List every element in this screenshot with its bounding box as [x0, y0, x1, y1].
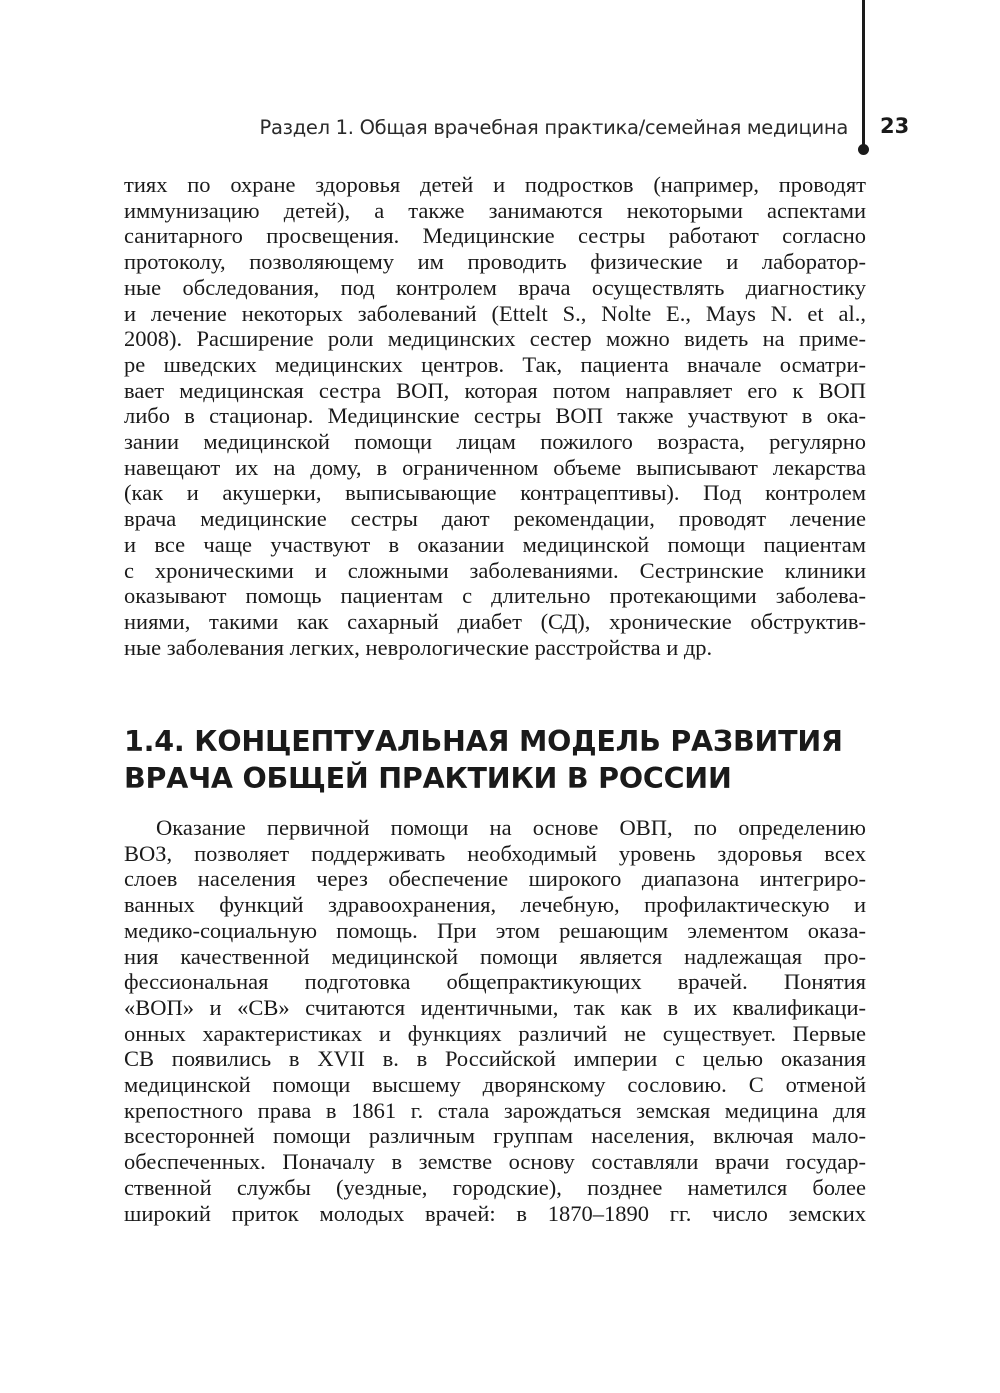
text-line: «ВОП» и «СВ» считаются идентичными, так как в их квалификаци- [124, 994, 866, 1020]
text-line: иммунизацию детей), а также занимаются некоторыми аспектами [124, 197, 866, 223]
paragraph-section-intro [124, 815, 866, 1226]
text-line: ре шведских медицинских центров. Так, пациента вначале осматри- [124, 351, 866, 377]
text-line: ния качественной медицинской помощи является надлежащая про- [124, 943, 866, 969]
text-line: врача медицинские сестры дают рекомендации, проводят лечение [124, 506, 866, 532]
text-line: ные заболевания легких, неврологические расстройства и др. [124, 634, 713, 660]
text-line: ные обследования, под контролем врача осуществлять диагностику [124, 274, 866, 300]
text-line: крепостного права в 1861 г. стала зарождаться земская медицина для [124, 1097, 866, 1123]
text-line: медицинской помощи высшему дворянскому сословию. С отменой [124, 1072, 866, 1098]
text-line: обеспеченных. Поначалу в земстве основу составляли врачи государ- [124, 1149, 866, 1175]
text-line: зании медицинской помощи лицам пожилого возраста, регулярно [124, 429, 866, 455]
running-header-title: Раздел 1. Общая врачебная практика/семейная медицина [259, 116, 848, 139]
text-line: медико-социальную помощь. При этом решающим элементом оказа- [124, 917, 866, 943]
text-line: навещают их на дому, в ограниченном объеме выписывают лекарства [124, 454, 866, 480]
text-line: тиях по охране здоровья детей и подростков (например, проводят [124, 172, 866, 197]
text-line: всесторонней помощи различным группам населения, включая мало- [124, 1123, 866, 1149]
text-line: Оказание первичной помощи на основе ОВП, по определению [156, 815, 866, 840]
text-line: оказывают помощь пациентам с длительно протекающими заболева- [124, 583, 866, 609]
text-line: и лечение некоторых заболеваний (Ettelt S., Nolte E., Mays N. et al., [124, 300, 866, 326]
text-line: ВОЗ, позволяет поддерживать необходимый уровень здоровья всех [124, 840, 866, 866]
text-line: СВ появились в XVII в. в Российской империи с целью оказания [124, 1046, 866, 1072]
text-line: ниями, такими как сахарный диабет (СД), хронические обструктив- [124, 608, 866, 634]
header-vertical-rule [862, 0, 865, 150]
text-line: санитарного просвещения. Медицинские сестры работают согласно [124, 223, 866, 249]
text-line: 2008). Расширение роли медицинских сестер можно видеть на приме- [124, 326, 866, 352]
text-line: и все чаще участвуют в оказании медицинской помощи пациентам [124, 531, 866, 557]
text-line: ственной службы (уездные, городские), позднее наметился более [124, 1174, 866, 1200]
heading-line: ВРАЧА ОБЩЕЙ ПРАКТИКИ В РОССИИ [124, 762, 732, 795]
text-line: ванных функций здравоохранения, лечебную, профилактическую и [124, 892, 866, 918]
text-line: (как и акушерки, выписывающие контрацептивы). Под контролем [124, 480, 866, 506]
text-line: вает медицинская сестра ВОП, которая потом направляет его к ВОП [124, 377, 866, 403]
text-line: либо в стационар. Медицинские сестры ВОП также участвуют в ока- [124, 403, 866, 429]
text-line: фессиональная подготовка общепрактикующих врачей. Понятия [124, 969, 866, 995]
header-rule-dot [858, 144, 869, 155]
text-line: широкий приток молодых врачей: в 1870–1890 гг. число земских [124, 1200, 866, 1226]
text-line: онных характеристиках и функциях различий не существует. Первые [124, 1020, 866, 1046]
section-heading [124, 723, 884, 797]
text-line: протоколу, позволяющему им проводить физические и лаборатор- [124, 249, 866, 275]
heading-line: 1.4. КОНЦЕПТУАЛЬНАЯ МОДЕЛЬ РАЗВИТИЯ [124, 725, 843, 758]
paragraph-continued [124, 172, 866, 660]
text-line: слоев населения через обеспечение широкого диапазона интегриро- [124, 866, 866, 892]
text-line: с хроническими и сложными заболеваниями. Сестринские клиники [124, 557, 866, 583]
page-number: 23 [880, 114, 910, 138]
